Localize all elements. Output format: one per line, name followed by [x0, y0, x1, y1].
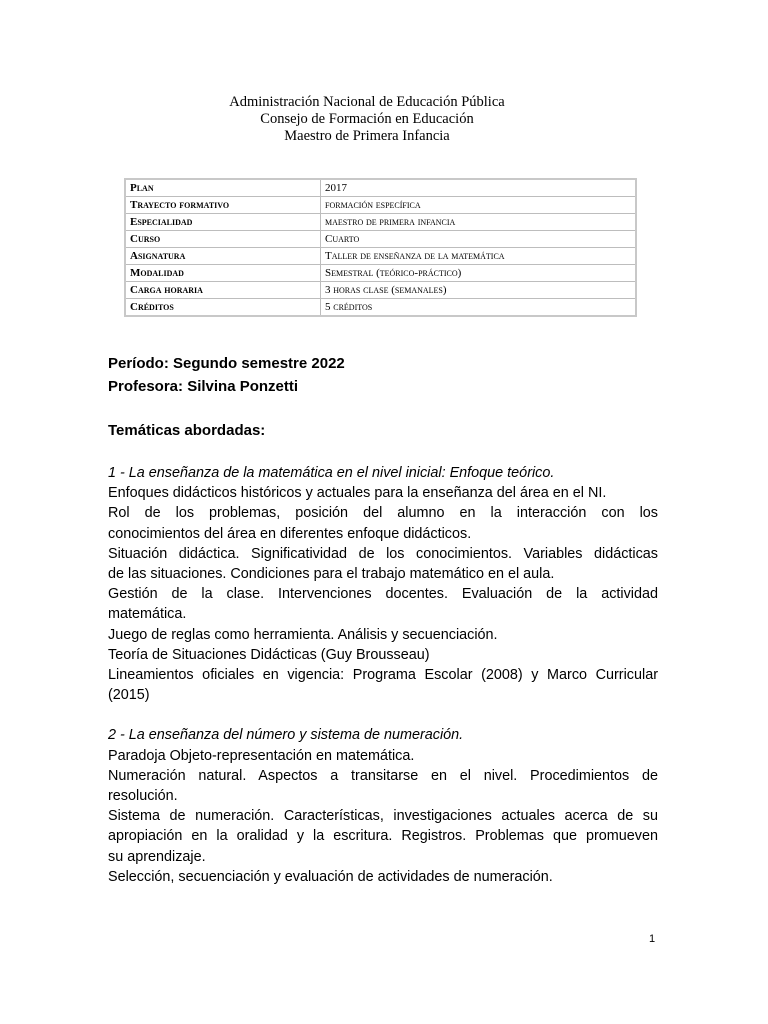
row-label: Plan [125, 179, 321, 197]
row-value: Taller de enseñanza de la matemática [321, 248, 637, 265]
row-label: Créditos [125, 299, 321, 317]
table-row [125, 299, 636, 317]
header-line-council: Consejo de Formación en Educación [260, 111, 474, 127]
text-line: Paradoja Objeto-representación en matemática. [108, 747, 415, 764]
table-row [125, 282, 636, 299]
text-line: su aprendizaje. [108, 848, 206, 865]
table-row [125, 179, 636, 197]
text-line: Lineamientos oficiales en vigencia: Programa Escolar (2008) y Marco Curricular [108, 667, 658, 684]
section-title: 2 - La enseñanza del número y sistema de numeración. [108, 727, 464, 744]
row-label: Curso [125, 231, 321, 248]
text-line: Rol de los problemas, posición del alumno en la interacción con los [108, 505, 658, 522]
row-value: Cuarto [321, 231, 637, 248]
text-line: resolución. [108, 788, 178, 805]
document-header [0, 94, 734, 145]
row-value: maestro de primera infancia [321, 214, 637, 231]
table-row [125, 248, 636, 265]
text-line: Selección, secuenciación y evaluación de actividades de numeración. [108, 868, 553, 885]
table-row [125, 214, 636, 231]
text-line: Numeración natural. Aspectos a transitarse en el nivel. Procedimientos de [108, 767, 658, 784]
header-line-program: Maestro de Primera Infancia [284, 128, 450, 144]
text-line: Situación didáctica. Significatividad de los conocimientos. Variables didácticas [108, 545, 658, 562]
row-value: 5 créditos [321, 299, 637, 317]
text-line: Sistema de numeración. Características, investigaciones actuales acerca de su [108, 808, 658, 825]
text-line: Teoría de Situaciones Didácticas (Guy Brousseau) [108, 646, 430, 663]
text-line: Gestión de la clase. Intervenciones docentes. Evaluación de la actividad [108, 586, 658, 603]
row-value: Semestral (teórico-práctico) [321, 265, 637, 282]
table-row [125, 265, 636, 282]
text-line: apropiación en la oralidad y la escritura. Registros. Problemas que promueven [108, 828, 658, 845]
row-value: 2017 [321, 179, 637, 197]
row-label: Trayecto formativo [125, 197, 321, 214]
text-line: conocimientos del área en diferentes enfoque didácticos. [108, 525, 472, 542]
table-row [125, 197, 636, 214]
row-label: Especialidad [125, 214, 321, 231]
row-label: Asignatura [125, 248, 321, 265]
table-row [125, 231, 636, 248]
text-line: Enfoques didácticos históricos y actuales para la enseñanza del área en el NI. [108, 485, 607, 502]
text-line: de las situaciones. Condiciones para el trabajo matemático en el aula. [108, 566, 555, 583]
text-line: matemática. [108, 606, 187, 623]
period-line: Período: Segundo semestre 2022 [108, 355, 345, 372]
course-info-table [124, 178, 637, 317]
row-label: Modalidad [125, 265, 321, 282]
row-value: 3 horas clase (semanales) [321, 282, 637, 299]
teacher-line: Profesora: Silvina Ponzetti [108, 378, 299, 395]
row-label: Carga horaria [125, 282, 321, 299]
row-value: formación específica [321, 197, 637, 214]
header-line-institution: Administración Nacional de Educación Pública [229, 94, 505, 110]
text-line: Juego de reglas como herramienta. Análisis y secuenciación. [108, 626, 498, 643]
topics-heading: Temáticas abordadas: [108, 422, 266, 439]
section-title: 1 - La enseñanza de la matemática en el nivel inicial: Enfoque teórico. [108, 465, 555, 481]
topics-content [108, 463, 658, 887]
section-spacer [108, 705, 658, 725]
page-number: 1 [649, 933, 656, 945]
text-line: (2015) [108, 687, 150, 704]
